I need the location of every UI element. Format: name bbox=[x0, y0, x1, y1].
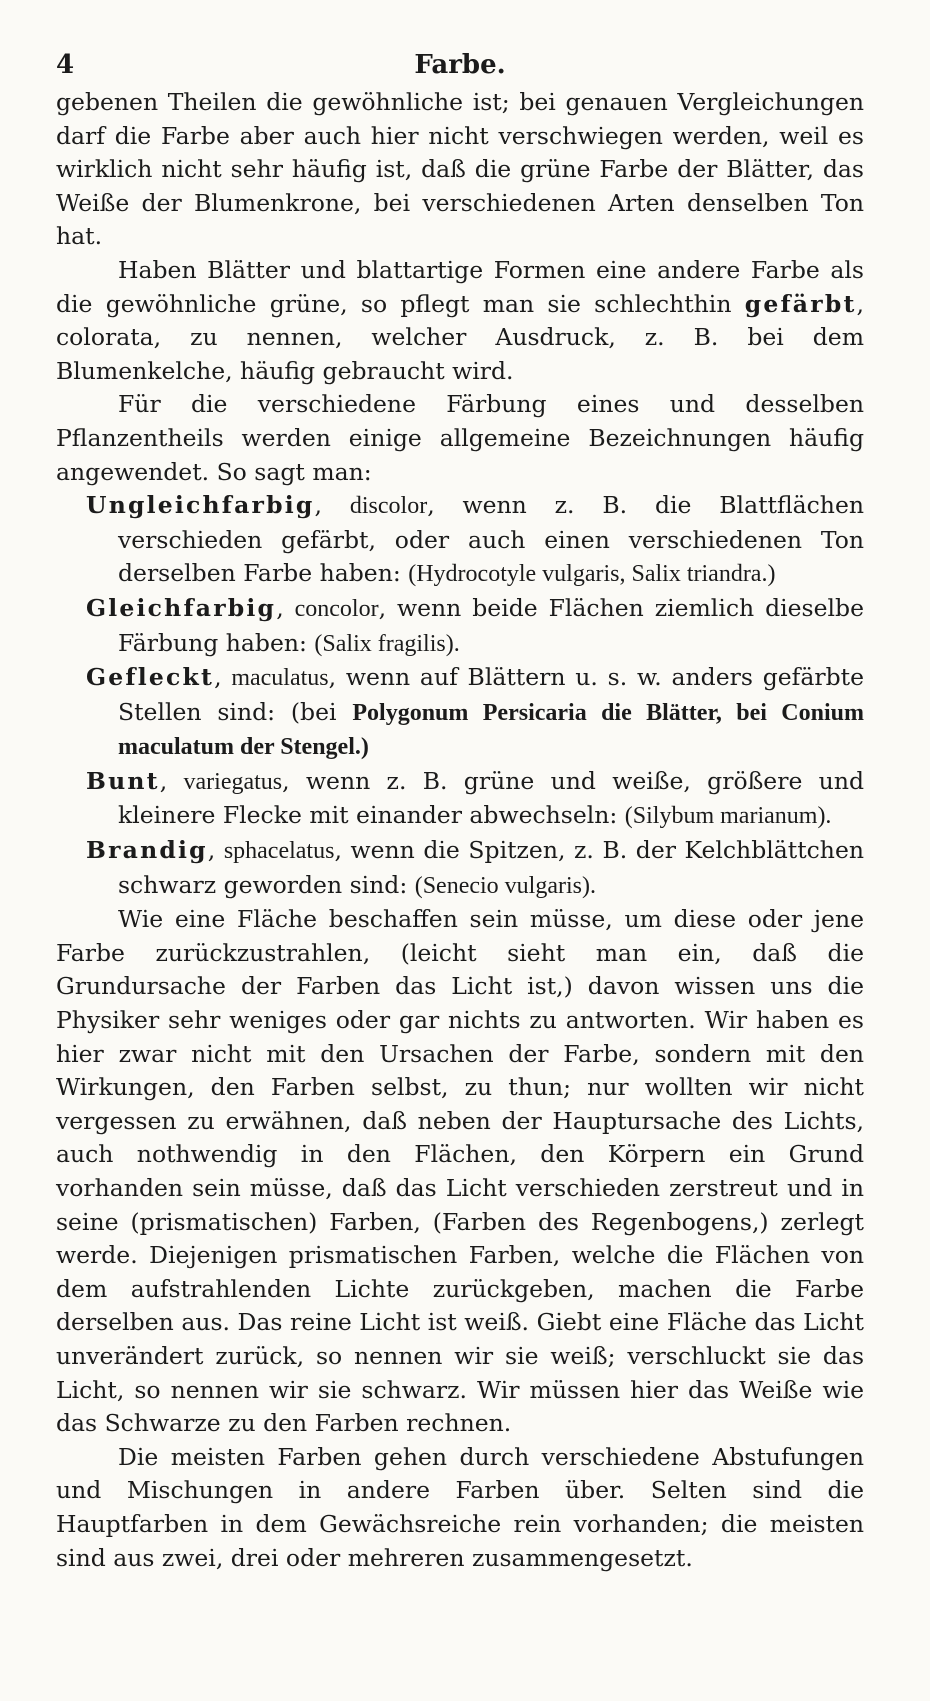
entry-example: Polygonum Persicaria die Blätter, bei Conium maculatum der Stengel.) bbox=[118, 699, 864, 761]
entry-term: Gleichfarbig bbox=[86, 593, 277, 622]
entry-text: , wenn auf Blättern u. s. w. anders gefärbte Stellen sind: (bei bbox=[118, 663, 864, 726]
body-text bbox=[56, 86, 864, 1575]
term-gefaerbt: gefärbt bbox=[744, 289, 857, 318]
page-header bbox=[56, 44, 864, 86]
running-head: Farbe. bbox=[414, 50, 506, 80]
entry-text: , wenn beide Flächen ziemlich dieselbe Färbung haben: bbox=[118, 593, 864, 657]
entry-latin: sphacelatus bbox=[223, 838, 335, 865]
paragraph-text: , colorata, zu nennen, welcher Ausdruck, z. B. bei dem Blumenkelche, häufig gebraucht wird. bbox=[56, 289, 864, 385]
entry-latin: discolor bbox=[349, 493, 428, 520]
paragraph: Die meisten Farben gehen durch verschiedene Abstufungen und Mischungen in andere Farben über. Selten sind die Hauptfarben in dem Gewächsreiche rein vorhanden; die meisten sind aus zwei, drei oder mehreren zusammengesetzt. bbox=[56, 1442, 864, 1572]
entry-text: , wenn die Spitzen, z. B. der Kelchblättchen schwarz geworden sind: bbox=[118, 836, 864, 899]
book-page bbox=[56, 44, 864, 1575]
definition-entry: Brandig, sphacelatus, wenn die Spitzen, z. B. der Kelchblättchen schwarz geworden sind: (Senecio vulgaris). bbox=[86, 836, 864, 899]
entry-latin: concolor bbox=[294, 595, 379, 622]
entry-latin: maculatus bbox=[231, 665, 329, 692]
paragraph-text: Haben Blätter und blattartige Formen eine andere Farbe als die gewöhnliche grüne, so pflegt man sie schlechthin bbox=[56, 255, 864, 318]
paragraph: Wie eine Fläche beschaffen sein müsse, um diese oder jene Farbe zurückzustrahlen, (leicht sieht man ein, daß die Grundursache der Farben das Licht ist,) davon wissen uns die Physiker sehr weniges oder gar nichts zu antworten. Wir haben es hier zwar nicht mit den Ursachen der Farbe, sondern mit den Wirkungen, den Farben selbst, zu thun; nur wollten wir nicht vergessen zu erwähnen, daß neben der Hauptursache des Lichts, auch nothwendig in den Flächen, den Körpern ein Grund vorhanden sein müsse, daß das Licht verschieden zerstreut und in seine (prismatischen) Farben, (Farben des Regenbogens,) zerlegt werde. Diejenigen prismatischen Farben, welche die Flächen von dem aufstrahlenden Lichte zurückgeben, machen die Farbe derselben aus. Das reine Licht ist weiß. Giebt eine Fläche das Licht unverändert zurück, so nennen wir sie weiß; verschluckt sie das Licht, so nennen wir sie schwarz. Wir müssen hier das Weiße wie das Schwarze zu den Farben rechnen. bbox=[56, 905, 864, 1438]
entry-example: (Salix fragilis). bbox=[314, 630, 460, 657]
entry-term: Ungleichfarbig bbox=[86, 491, 315, 520]
entry-text: , wenn z. B. grüne und weiße, größere und kleinere Flecke mit einander abwechseln: bbox=[118, 766, 864, 830]
entry-example: (Silybum marianum). bbox=[624, 803, 832, 830]
entry-example: (Hydrocotyle vulgaris, Salix triandra.) bbox=[408, 561, 776, 588]
page-number: 4 bbox=[56, 50, 75, 80]
entry-example: (Senecio vulgaris). bbox=[414, 872, 596, 899]
definition-entry: Gleichfarbig, concolor, wenn beide Flächen ziemlich dieselbe Färbung haben: (Salix fragilis). bbox=[86, 593, 864, 657]
definition-entry: Gefleckt, maculatus, wenn auf Blättern u. s. w. anders gefärbte Stellen sind: (bei Polygonum Persicaria die Blätter, bei Conium maculatum der Stengel.) bbox=[86, 663, 864, 761]
entry-term: Brandig bbox=[86, 836, 208, 865]
paragraph: Für die verschiedene Färbung eines und desselben Pflanzentheils werden einige allgemeine Bezeichnungen häufig angewendet. So sagt man: bbox=[56, 390, 864, 486]
paragraph: gebenen Theilen die gewöhnliche ist; bei genauen Vergleichungen darf die Farbe aber auch hier nicht verschwiegen werden, weil es wirklich nicht sehr häufig ist, daß die grüne Farbe der Blätter, das Weiße der Blumenkrone, bei verschiedenen Arten denselben Ton hat. bbox=[56, 88, 864, 251]
paragraph bbox=[56, 254, 864, 388]
entry-term: Bunt bbox=[86, 766, 160, 795]
entry-term: Gefleckt bbox=[86, 663, 215, 692]
entry-text: , wenn z. B. die Blattflächen verschieden gefärbt, oder auch einen verschiedenen Ton derselben Farbe haben: bbox=[118, 491, 864, 588]
definition-entry: Ungleichfarbig, discolor, wenn z. B. die Blattflächen verschieden gefärbt, oder auch einen verschiedenen Ton derselben Farbe haben: (Hydrocotyle vulgaris, Salix triandra.) bbox=[86, 491, 864, 588]
definition-entry: Bunt, variegatus, wenn z. B. grüne und weiße, größere und kleinere Flecke mit einander abwechseln: (Silybum marianum). bbox=[86, 766, 864, 830]
entry-latin: variegatus bbox=[183, 768, 283, 795]
